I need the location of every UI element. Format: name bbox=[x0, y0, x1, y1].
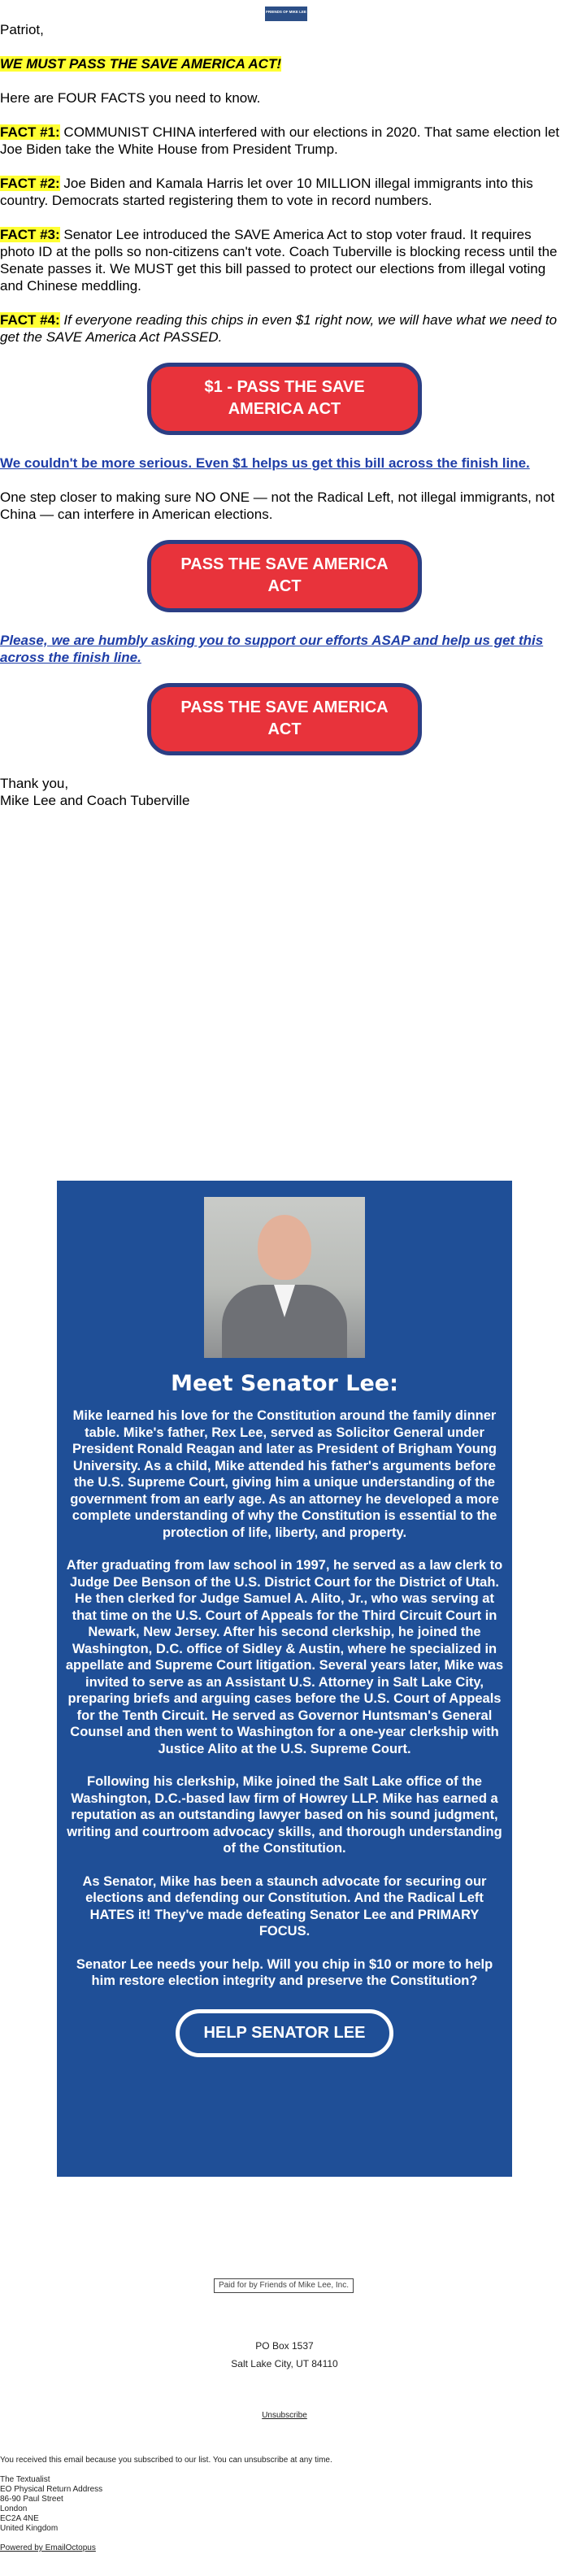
fact-1 bbox=[0, 124, 569, 158]
paid-for-disclaimer: Paid for by Friends of Mike Lee, Inc. bbox=[214, 2278, 354, 2293]
po-box: PO Box 1537 bbox=[255, 2340, 314, 2352]
signoff: Thank you, bbox=[0, 776, 69, 791]
address-line: United Kingdom bbox=[0, 2524, 59, 2533]
address-line: The Textualist bbox=[0, 2475, 50, 2484]
powered-by-link[interactable]: Powered by EmailOctopus bbox=[0, 2543, 96, 2552]
cta-3-wrap bbox=[0, 683, 569, 755]
senator-bio-panel bbox=[57, 1181, 512, 2177]
fact-2 bbox=[0, 175, 569, 209]
address-line: EO Physical Return Address bbox=[0, 2485, 103, 2494]
city-line: Salt Lake City, UT 84110 bbox=[231, 2358, 338, 2369]
bio-paragraph-3: Following his clerkship, Mike joined the Salt Lake office of the Washington, D.C.-based law firm of Howrey LLP. Mike has earned a reputation as an outstanding lawyer based on his sound judgment, writing and courtroom advocacy skills, and thorough understanding of the Constitution. bbox=[67, 1774, 502, 1856]
fact-3 bbox=[0, 226, 569, 294]
address-line: London bbox=[0, 2504, 28, 2513]
closer-text: One step closer to making sure NO ONE — not the Radical Left, not illegal immigrants, not China — can interfere in American elections. bbox=[0, 490, 555, 522]
address-line: 86-90 Paul Street bbox=[0, 2495, 63, 2504]
cta-2-wrap bbox=[0, 540, 569, 612]
bio-heading: Meet Senator Lee: bbox=[171, 1371, 398, 1396]
footer-address bbox=[0, 2475, 569, 2534]
bio-paragraph-4: As Senator, Mike has been a staunch advocate for securing our elections and defending our Constitution. And the Radical Left HATES it! They've made defeating Senator Lee and PRIMARY FOCUS. bbox=[82, 1873, 487, 1939]
senator-photo bbox=[204, 1197, 365, 1358]
fact-4 bbox=[0, 311, 569, 346]
headline-text: WE MUST PASS THE SAVE AMERICA ACT! bbox=[0, 56, 281, 72]
fact-2-label: FACT #2: bbox=[0, 176, 60, 191]
fact-1-label: FACT #1: bbox=[0, 124, 60, 140]
pass-act-button-1[interactable]: PASS THE SAVE AMERICA ACT bbox=[147, 540, 422, 612]
cta-1-wrap bbox=[0, 363, 569, 435]
serious-link[interactable]: We couldn't be more serious. Even $1 helps us get this bill across the finish line. bbox=[0, 455, 530, 471]
signers: Mike Lee and Coach Tuberville bbox=[0, 793, 190, 808]
fact-3-label: FACT #3: bbox=[0, 227, 60, 242]
bio-paragraph-1: Mike learned his love for the Constitution around the family dinner table. Mike's father, Rex Lee, served as Solicitor General under President Ronald Reagan and later as President of Brigham Young University. As a child, Mike attended his father's arguments before the U.S. Supreme Court, giving him a unique understanding of the government from an early age. As an attorney he developed a more complete understanding of why the Constitution is essential to the protection of life, liberty, and property. bbox=[70, 1408, 499, 1540]
salutation: Patriot, bbox=[0, 22, 44, 37]
humbly-paragraph bbox=[0, 632, 569, 666]
fact-3-text: Senator Lee introduced the SAVE America Act to stop voter fraud. It requires photo ID at the polls so non-citizens can't vote. Coach Tuberville is blocking recess until the Senate passes it. We MUST get this bill passed to protect our elections from illegal voting and Chinese meddling. bbox=[0, 227, 558, 294]
fact-4-label: FACT #4: bbox=[0, 312, 60, 328]
headline bbox=[0, 55, 569, 72]
header-logo: FRIENDS OF MIKE LEE bbox=[265, 7, 307, 21]
footer bbox=[0, 2456, 569, 2553]
bio-paragraph-5: Senator Lee needs your help. Will you chip in $10 or more to help him restore election integrity and preserve the Constitution? bbox=[76, 1956, 493, 1988]
intro-text: Here are FOUR FACTS you need to know. bbox=[0, 90, 261, 106]
fact-4-text: If everyone reading this chips in even $1 right now, we will have what we need to get the SAVE America Act PASSED. bbox=[0, 312, 558, 345]
fact-2-text: Joe Biden and Kamala Harris let over 10 MILLION illegal immigrants into this country. Democrats started registering them to vote in record numbers. bbox=[0, 176, 533, 208]
letter-body bbox=[0, 21, 569, 809]
address-line: EC2A 4NE bbox=[0, 2514, 39, 2523]
humbly-link[interactable]: Please, we are humbly asking you to support our efforts ASAP and help us get this across the finish line. bbox=[0, 633, 544, 665]
fact-1-text: COMMUNIST CHINA interfered with our elections in 2020. That same election let Joe Biden take the White House from President Trump. bbox=[0, 124, 560, 157]
serious-paragraph bbox=[0, 455, 569, 472]
bio-paragraph-2: After graduating from law school in 1997, he served as a law clerk to Judge Dee Benson of the U.S. District Court for the District of Utah. He then clerked for Judge Samuel A. Alito, Jr., who was serving at that time on the U.S. Court of Appeals for the Third Circuit Court in Newark, New Jersey. After his second clerkship, he joined the Washington, D.C. office of Sidley & Austin, where he specialized in appellate and Supreme Court litigation. Several years later, Mike was invited to serve as an Assistant U.S. Attorney in Salt Lake City, preparing briefs and arguing cases before the U.S. Court of Appeals for the Tenth Circuit. He served as Governor Huntsman's General Counsel and then went to Washington for a one-year clerkship with Justice Alito at the U.S. Supreme Court. bbox=[65, 1558, 504, 1756]
photo-head bbox=[258, 1215, 311, 1280]
unsubscribe-link[interactable]: Unsubscribe bbox=[262, 2411, 307, 2420]
help-senator-lee-button[interactable]: HELP SENATOR LEE bbox=[176, 2009, 394, 2057]
pass-act-button-2[interactable]: PASS THE SAVE AMERICA ACT bbox=[147, 683, 422, 755]
donate-1-dollar-button[interactable]: $1 - PASS THE SAVE AMERICA ACT bbox=[147, 363, 422, 435]
footer-notice: You received this email because you subscribed to our list. You can unsubscribe at any time. bbox=[0, 2456, 332, 2465]
